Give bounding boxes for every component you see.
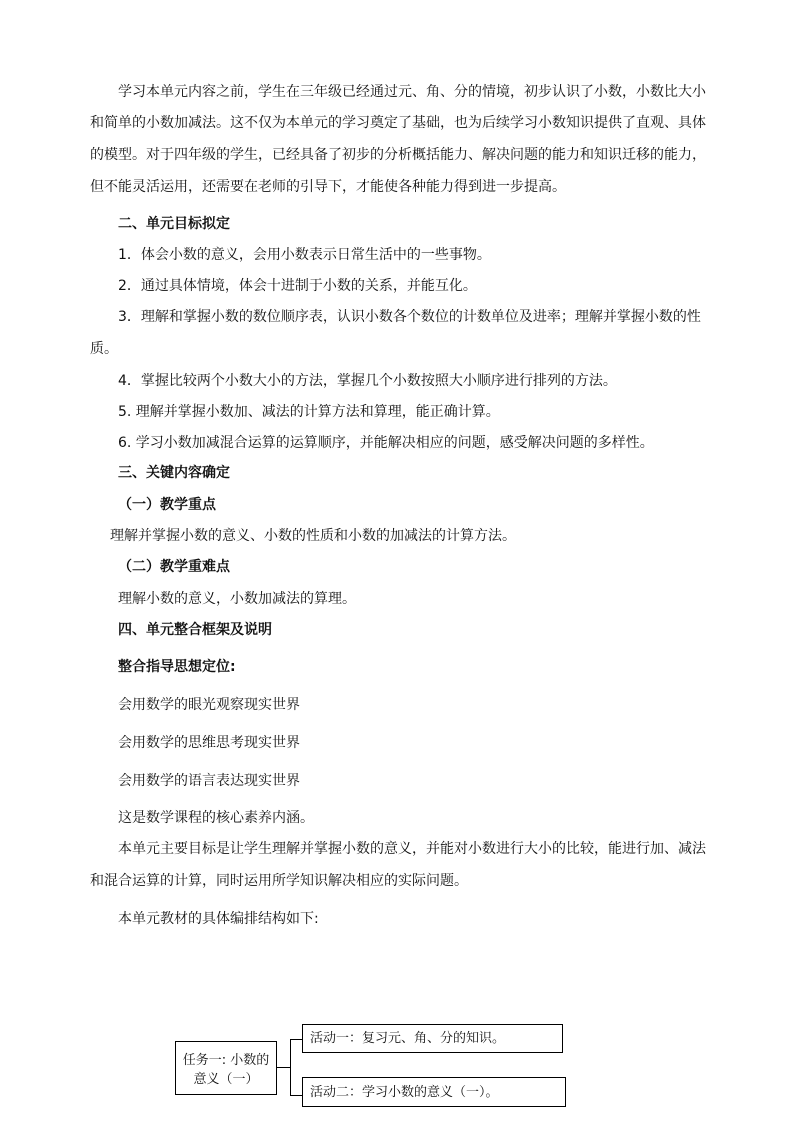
section-4-heading: 四、单元整合框架及说明 [118,622,272,638]
literacy-point-3: 会用数学的语言表达现实世界 [118,773,300,789]
connector-vertical [290,1039,291,1096]
section-2-heading: 二、单元目标拟定 [118,216,230,232]
connector-branch-top [290,1039,302,1040]
goal-item-6: 6. 学习小数加减混合运算的运算顺序，并能解决相应的问题，感受解决问题的多样性。 [118,435,654,451]
difficult-points-text: 理解小数的意义，小数加减法的算理。 [118,591,356,607]
difficult-points-subheading: （二）教学重难点 [118,559,230,575]
literacy-point-1: 会用数学的眼光观察现实世界 [118,697,300,713]
unit-goal-line-2: 和混合运算的计算，同时运用所学知识解决相应的实际问题。 [90,873,468,889]
structure-intro: 本单元教材的具体编排结构如下: [118,911,319,927]
task-box [175,1041,277,1095]
literacy-point-2: 会用数学的思维思考现实世界 [118,735,300,751]
intro-line-3: 的模型。对于四年级的学生，已经具备了初步的分析概括能力、解决问题的能力和知识迁移的能力， [90,147,706,163]
goal-item-2: 2．通过具体情境，体会十进制于小数的关系，并能互化。 [118,278,477,294]
core-statement: 这是数学课程的核心素养内涵。 [118,810,314,826]
intro-line-4: 但不能灵活运用，还需要在老师的引导下，才能使各种能力得到进一步提高。 [90,179,566,195]
intro-line-2: 和简单的小数加减法。这不仅为本单元的学习奠定了基础，也为后续学习小数知识提供了直观、具体 [90,115,706,131]
activity-1-box [302,1024,563,1053]
goal-item-4: 4．掌握比较两个小数大小的方法，掌握几个小数按照大小顺序进行排列的方法。 [118,373,617,389]
unit-goal-line-1: 本单元主要目标是让学生理解并掌握小数的意义，并能对小数进行大小的比较，能进行加、减法 [118,841,706,857]
guide-heading: 整合指导思想定位: [118,659,236,675]
goal-item-1: 1．体会小数的意义，会用小数表示日常生活中的一些事物。 [118,247,491,263]
connector-horizontal-main [277,1067,291,1068]
goal-item-5: 5. 理解并掌握小数加、减法的计算方法和算理，能正确计算。 [118,404,500,420]
intro-line-1: 学习本单元内容之前，学生在三年级已经通过元、角、分的情境，初步认识了小数，小数比大小 [118,84,706,100]
task-box-line-2: 意义（一） [193,1072,259,1087]
activity-1-label: 活动一：复习元、角、分的知识。 [310,1031,506,1046]
connector-branch-bottom [290,1095,302,1096]
section-3-heading: 三、关键内容确定 [118,465,230,481]
activity-2-box [302,1077,566,1107]
key-points-subheading: （一）教学重点 [118,497,216,513]
goal-item-3-cont: 质。 [90,341,118,357]
activity-2-label: 活动二：学习小数的意义（一）。 [310,1085,499,1100]
task-box-line-1: 任务一: 小数的 [182,1053,270,1068]
key-points-text: 理解并掌握小数的意义、小数的性质和小数的加减法的计算方法。 [110,528,516,544]
goal-item-3: 3．理解和掌握小数的数位顺序表，认识小数各个数位的计数单位及进率；理解并掌握小数的性 [118,309,701,325]
